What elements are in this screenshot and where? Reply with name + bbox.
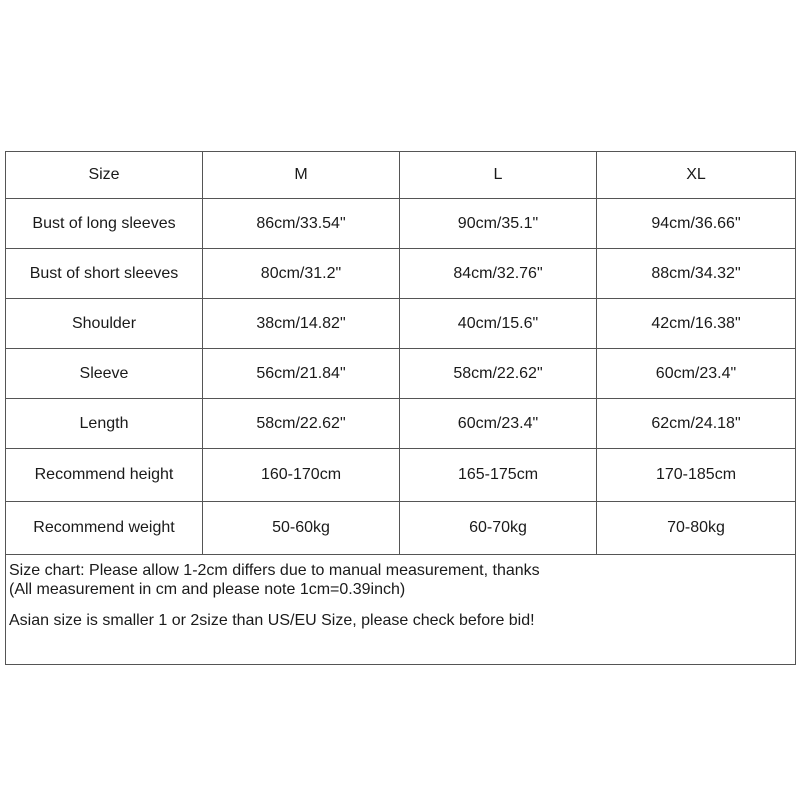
note-measurement-units: (All measurement in cm and please note 1cm=0.39inch) (9, 581, 406, 598)
table-cell: 62cm/24.18" (597, 399, 796, 449)
table-cell: 60cm/23.4" (400, 399, 597, 449)
table-cell: 40cm/15.6" (400, 299, 597, 349)
table-cell: 58cm/22.62" (203, 399, 400, 449)
table-cell: 50-60kg (203, 502, 400, 555)
table-cell: 42cm/16.38" (597, 299, 796, 349)
table-cell: 56cm/21.84" (203, 349, 400, 399)
row-label: Bust of short sleeves (6, 249, 203, 299)
table-row (6, 349, 796, 399)
table-cell: 170-185cm (597, 449, 796, 502)
row-label: Bust of long sleeves (6, 199, 203, 249)
table-cell: 86cm/33.54" (203, 199, 400, 249)
notes-row (6, 555, 796, 665)
row-label: Shoulder (6, 299, 203, 349)
row-label: Length (6, 399, 203, 449)
table-cell: 94cm/36.66" (597, 199, 796, 249)
row-label: Recommend weight (6, 502, 203, 555)
note-spacer (9, 599, 792, 611)
notes-cell (6, 555, 796, 665)
note-asian-size: Asian size is smaller 1 or 2size than US/EU Size, please check before bid! (9, 612, 535, 629)
table-cell: 88cm/34.32" (597, 249, 796, 299)
table-row (6, 399, 796, 449)
table-cell: 90cm/35.1" (400, 199, 597, 249)
table-cell: 80cm/31.2" (203, 249, 400, 299)
table-row (6, 449, 796, 502)
row-label: Sleeve (6, 349, 203, 399)
table-row (6, 502, 796, 555)
row-label: Recommend height (6, 449, 203, 502)
table-cell: 60cm/23.4" (597, 349, 796, 399)
table-row (6, 249, 796, 299)
table-cell: 38cm/14.82" (203, 299, 400, 349)
note-size-chart: Size chart: Please allow 1-2cm differs due to manual measurement, thanks (9, 562, 540, 579)
table-cell: 165-175cm (400, 449, 597, 502)
header-cell-size: Size (6, 152, 203, 199)
table-row (6, 299, 796, 349)
table-cell: 60-70kg (400, 502, 597, 555)
table-cell: 58cm/22.62" (400, 349, 597, 399)
table-row (6, 199, 796, 249)
table-cell: 70-80kg (597, 502, 796, 555)
table-cell: 84cm/32.76" (400, 249, 597, 299)
header-row (6, 152, 796, 199)
table-cell: 160-170cm (203, 449, 400, 502)
header-cell-m: M (203, 152, 400, 199)
header-cell-l: L (400, 152, 597, 199)
header-cell-xl: XL (597, 152, 796, 199)
size-chart-table (5, 151, 796, 665)
